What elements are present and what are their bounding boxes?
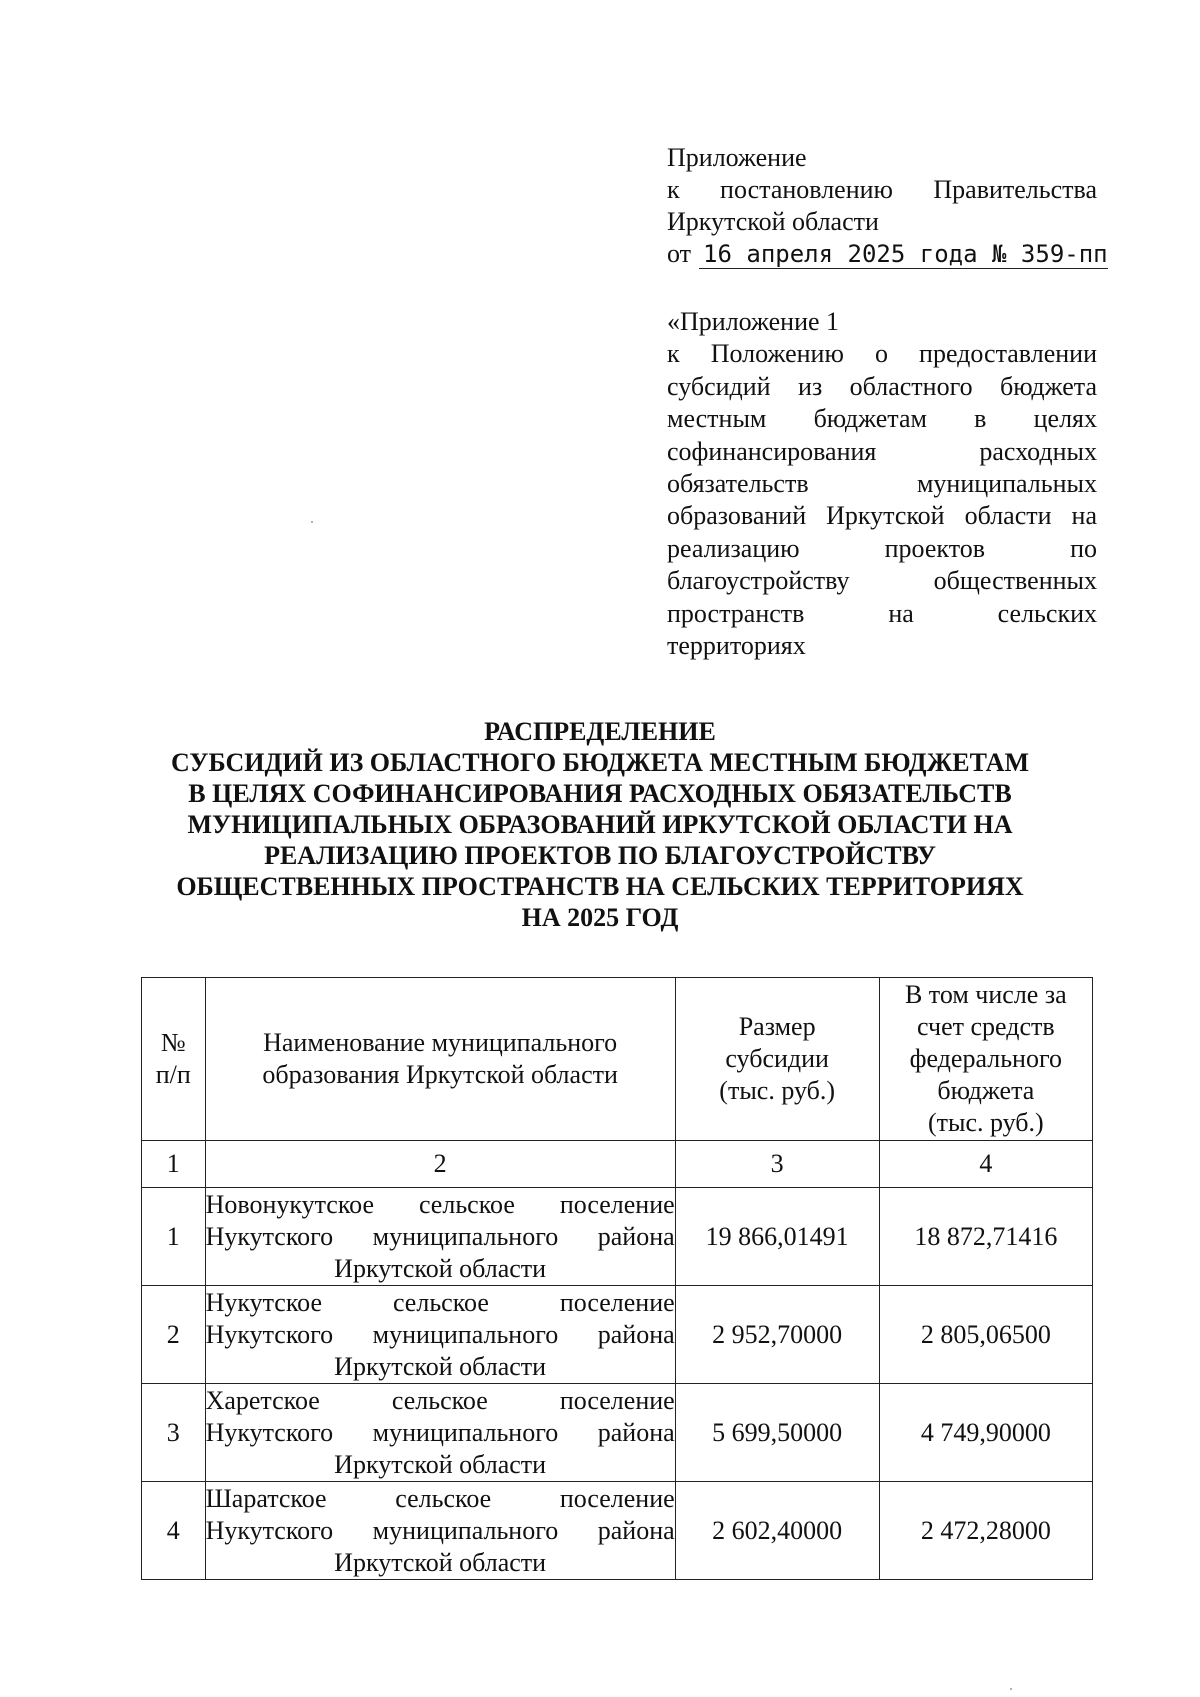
name-line: Новонукутское сельское поселение xyxy=(205,1189,675,1219)
table-row xyxy=(142,1286,1093,1384)
title-line: СУБСИДИЙ ИЗ ОБЛАСТНОГО БЮДЖЕТА МЕСТНЫМ БЮДЖЕТАМ xyxy=(171,748,1029,777)
table-header-row xyxy=(142,978,1093,1141)
table-row xyxy=(142,1482,1093,1580)
name-line: Нукутское сельское поселение xyxy=(205,1287,675,1317)
header-text: (тыс. руб.) xyxy=(927,1108,1044,1137)
header-amount xyxy=(675,978,879,1141)
federal-amount: 18 872,71416 xyxy=(879,1188,1092,1286)
title-line: НА 2025 ГОД xyxy=(521,903,679,932)
header-num xyxy=(142,978,206,1141)
table-row xyxy=(142,1384,1093,1482)
header-text: В том числе за xyxy=(904,980,1067,1009)
regulation-line: «Приложение 1 xyxy=(667,307,840,336)
header-text: счет средств xyxy=(916,1012,1055,1041)
regulation-reference xyxy=(667,306,1097,662)
header-federal xyxy=(879,978,1092,1141)
header-text: (тыс. руб.) xyxy=(719,1076,836,1105)
column-index-row xyxy=(142,1141,1093,1188)
name-line: Шаратское сельское поселение xyxy=(205,1483,675,1513)
regulation-line: софинансирования расходных xyxy=(667,436,1097,466)
federal-amount: 4 749,90000 xyxy=(879,1384,1092,1482)
title-line: РАСПРЕДЕЛЕНИЕ xyxy=(484,717,716,746)
regulation-line: территориях xyxy=(667,631,806,661)
regulation-line: образований Иркутской области на xyxy=(667,501,1097,531)
municipality-name xyxy=(205,1286,675,1384)
appendix-header xyxy=(667,142,1108,270)
scan-speck xyxy=(311,521,313,523)
federal-amount: 2 472,28000 xyxy=(879,1482,1092,1580)
column-index: 1 xyxy=(142,1141,206,1188)
header-text: образования Иркутской области xyxy=(262,1060,618,1089)
title-line: МУНИЦИПАЛЬНЫХ ОБРАЗОВАНИЙ ИРКУТСКОЙ ОБЛАСТИ НА xyxy=(187,810,1013,839)
name-line: Иркутской области xyxy=(334,1449,547,1479)
column-index: 3 xyxy=(675,1141,879,1188)
municipality-name xyxy=(205,1482,675,1580)
subsidy-amount: 2 952,70000 xyxy=(675,1286,879,1384)
appendix-region-line: Иркутской области xyxy=(667,207,879,236)
subsidy-amount: 5 699,50000 xyxy=(675,1384,879,1482)
appendix-date-line xyxy=(667,238,1108,270)
header-text: Размер xyxy=(738,1012,816,1041)
regulation-line: субсидий из областного бюджета xyxy=(667,371,1097,401)
column-index: 2 xyxy=(205,1141,675,1188)
name-line: Иркутской области xyxy=(334,1351,547,1381)
name-line: Нукутского муниципального района xyxy=(205,1417,675,1447)
regulation-line: реализацию проектов по xyxy=(667,533,1097,563)
name-line: Харетское сельское поселение xyxy=(205,1385,675,1415)
subsidy-amount: 19 866,01491 xyxy=(675,1188,879,1286)
header-text: субсидии xyxy=(725,1044,829,1073)
header-text: № xyxy=(160,1028,186,1057)
row-number: 2 xyxy=(142,1286,206,1384)
column-index: 4 xyxy=(879,1141,1092,1188)
title-line: ОБЩЕСТВЕННЫХ ПРОСТРАНСТВ НА СЕЛЬСКИХ ТЕРРИТОРИЯХ xyxy=(176,872,1024,901)
title-line: РЕАЛИЗАЦИЮ ПРОЕКТОВ ПО БЛАГОУСТРОЙСТВУ xyxy=(264,841,936,870)
header-text: федерального xyxy=(909,1044,1062,1073)
scan-speck xyxy=(1010,1688,1012,1690)
appendix-title: Приложение xyxy=(667,143,807,172)
name-line: Нукутского муниципального района xyxy=(205,1221,675,1251)
title-line: В ЦЕЛЯХ СОФИНАНСИРОВАНИЯ РАСХОДНЫХ ОБЯЗАТЕЛЬСТВ xyxy=(188,779,1012,808)
date-prefix: от xyxy=(667,239,692,268)
row-number: 1 xyxy=(142,1188,206,1286)
document-title xyxy=(120,716,1080,933)
decree-date-number: 16 апреля 2025 года № 359-пп xyxy=(699,240,1108,269)
row-number: 3 xyxy=(142,1384,206,1482)
municipality-name xyxy=(205,1384,675,1482)
header-text: Наименование муниципального xyxy=(263,1028,618,1057)
subsidy-distribution-table xyxy=(141,977,1093,1580)
table-row xyxy=(142,1188,1093,1286)
name-line: Иркутской области xyxy=(334,1547,547,1577)
name-line: Нукутского муниципального района xyxy=(205,1515,675,1545)
header-text: бюджета xyxy=(937,1076,1035,1105)
name-line: Иркутской области xyxy=(334,1253,547,1283)
regulation-line: благоустройству общественных xyxy=(667,566,1097,596)
header-name xyxy=(205,978,675,1141)
appendix-decree-line: к постановлению Правительства xyxy=(667,175,1097,204)
row-number: 4 xyxy=(142,1482,206,1580)
regulation-line: пространств на сельских xyxy=(667,598,1097,628)
federal-amount: 2 805,06500 xyxy=(879,1286,1092,1384)
municipality-name xyxy=(205,1188,675,1286)
regulation-line: местным бюджетам в целях xyxy=(667,404,1097,434)
header-text: п/п xyxy=(155,1060,191,1089)
name-line: Нукутского муниципального района xyxy=(205,1319,675,1349)
subsidy-amount: 2 602,40000 xyxy=(675,1482,879,1580)
regulation-line: обязательств муниципальных xyxy=(667,469,1097,499)
regulation-line: к Положению о предоставлении xyxy=(667,339,1097,369)
